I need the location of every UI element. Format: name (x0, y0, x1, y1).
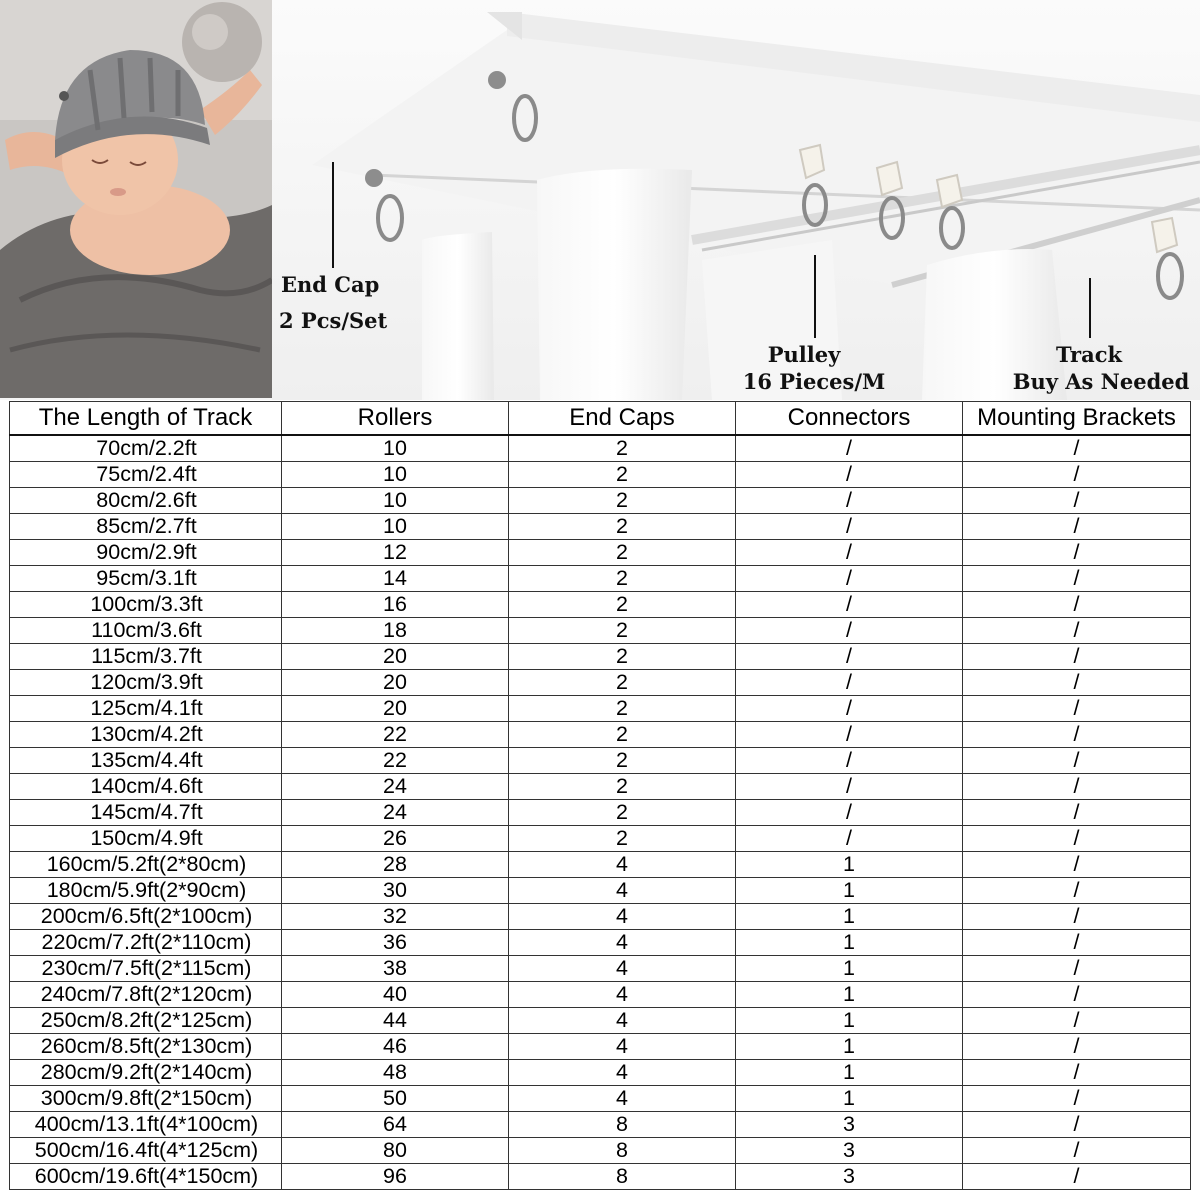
cell-mounting-brackets: / (963, 1112, 1191, 1138)
table-row (10, 488, 1191, 514)
cell-end-caps: 2 (509, 566, 736, 592)
cell-rollers: 96 (282, 1164, 509, 1190)
cell-mounting-brackets: / (963, 982, 1191, 1008)
table-row (10, 852, 1191, 878)
table-row (10, 540, 1191, 566)
cell-end-caps: 4 (509, 1034, 736, 1060)
cell-mounting-brackets: / (963, 514, 1191, 540)
table-row (10, 800, 1191, 826)
cell-connectors: / (736, 592, 963, 618)
cell-rollers: 22 (282, 722, 509, 748)
cell-track-length: 140cm/4.6ft (10, 774, 282, 800)
cell-mounting-brackets: / (963, 696, 1191, 722)
cell-connectors: 1 (736, 1008, 963, 1034)
header-rollers: Rollers (282, 402, 509, 436)
table-row (10, 722, 1191, 748)
cell-track-length: 95cm/3.1ft (10, 566, 282, 592)
table-row (10, 592, 1191, 618)
cell-rollers: 30 (282, 878, 509, 904)
cell-mounting-brackets: / (963, 722, 1191, 748)
cell-track-length: 150cm/4.9ft (10, 826, 282, 852)
cell-rollers: 28 (282, 852, 509, 878)
cell-mounting-brackets: / (963, 800, 1191, 826)
table-row (10, 1086, 1191, 1112)
cell-track-length: 180cm/5.9ft(2*90cm) (10, 878, 282, 904)
table-row (10, 826, 1191, 852)
cell-mounting-brackets: / (963, 435, 1191, 462)
table-row (10, 748, 1191, 774)
cell-rollers: 20 (282, 644, 509, 670)
cell-rollers: 20 (282, 696, 509, 722)
cell-end-caps: 4 (509, 852, 736, 878)
cell-track-length: 600cm/19.6ft(4*150cm) (10, 1164, 282, 1190)
cell-rollers: 38 (282, 956, 509, 982)
cell-rollers: 40 (282, 982, 509, 1008)
table-row (10, 514, 1191, 540)
cell-rollers: 24 (282, 800, 509, 826)
cell-connectors: 1 (736, 1034, 963, 1060)
cell-end-caps: 8 (509, 1112, 736, 1138)
cell-end-caps: 4 (509, 930, 736, 956)
table-row (10, 566, 1191, 592)
cell-end-caps: 2 (509, 748, 736, 774)
cell-rollers: 10 (282, 488, 509, 514)
cell-connectors: 1 (736, 1060, 963, 1086)
cell-mounting-brackets: / (963, 670, 1191, 696)
cell-connectors: / (736, 696, 963, 722)
cell-track-length: 500cm/16.4ft(4*125cm) (10, 1138, 282, 1164)
cell-end-caps: 2 (509, 644, 736, 670)
cell-end-caps: 8 (509, 1164, 736, 1190)
table-row (10, 982, 1191, 1008)
table-row (10, 930, 1191, 956)
cell-rollers: 16 (282, 592, 509, 618)
cell-mounting-brackets: / (963, 540, 1191, 566)
cell-track-length: 160cm/5.2ft(2*80cm) (10, 852, 282, 878)
cell-connectors: 3 (736, 1112, 963, 1138)
cell-mounting-brackets: / (963, 748, 1191, 774)
cell-mounting-brackets: / (963, 1034, 1191, 1060)
cell-end-caps: 2 (509, 540, 736, 566)
cell-connectors: 1 (736, 956, 963, 982)
table-row (10, 1138, 1191, 1164)
cell-track-length: 115cm/3.7ft (10, 644, 282, 670)
cell-connectors: / (736, 566, 963, 592)
header-connectors: Connectors (736, 402, 963, 436)
track-label: Track (1055, 342, 1123, 367)
cell-connectors: 1 (736, 904, 963, 930)
table-row (10, 1034, 1191, 1060)
cell-mounting-brackets: / (963, 774, 1191, 800)
cell-end-caps: 2 (509, 592, 736, 618)
cell-end-caps: 2 (509, 462, 736, 488)
cell-connectors: / (736, 435, 963, 462)
table-body (10, 435, 1191, 1190)
cell-connectors: / (736, 774, 963, 800)
cell-rollers: 12 (282, 540, 509, 566)
cell-connectors: / (736, 618, 963, 644)
cell-track-length: 125cm/4.1ft (10, 696, 282, 722)
cell-connectors: / (736, 462, 963, 488)
cell-mounting-brackets: / (963, 956, 1191, 982)
cell-mounting-brackets: / (963, 1164, 1191, 1190)
cell-connectors: / (736, 488, 963, 514)
track-note: Buy As Needed (1012, 369, 1190, 394)
pulley-label: Pulley (767, 342, 841, 367)
header-track-length: The Length of Track (10, 402, 282, 436)
end-cap-label: End Cap (281, 272, 380, 297)
curtain-track-photo (272, 0, 1200, 400)
cell-track-length: 230cm/7.5ft(2*115cm) (10, 956, 282, 982)
table-row (10, 1112, 1191, 1138)
cell-rollers: 20 (282, 670, 509, 696)
cell-rollers: 50 (282, 1086, 509, 1112)
table-row (10, 1008, 1191, 1034)
cell-end-caps: 4 (509, 904, 736, 930)
cell-connectors: 1 (736, 930, 963, 956)
table-row (10, 878, 1191, 904)
cell-end-caps: 2 (509, 696, 736, 722)
cell-track-length: 70cm/2.2ft (10, 435, 282, 462)
cell-connectors: / (736, 644, 963, 670)
cell-track-length: 135cm/4.4ft (10, 748, 282, 774)
cell-mounting-brackets: / (963, 462, 1191, 488)
table-row (10, 904, 1191, 930)
cell-end-caps: 4 (509, 1086, 736, 1112)
cell-rollers: 10 (282, 514, 509, 540)
cell-connectors: / (736, 514, 963, 540)
table-row (10, 696, 1191, 722)
cell-track-length: 75cm/2.4ft (10, 462, 282, 488)
cell-connectors: / (736, 800, 963, 826)
cell-track-length: 260cm/8.5ft(2*130cm) (10, 1034, 282, 1060)
cell-connectors: 1 (736, 1086, 963, 1112)
cell-connectors: / (736, 540, 963, 566)
table-row (10, 644, 1191, 670)
cell-mounting-brackets: / (963, 644, 1191, 670)
cell-mounting-brackets: / (963, 852, 1191, 878)
cell-connectors: 1 (736, 878, 963, 904)
cell-mounting-brackets: / (963, 618, 1191, 644)
cell-track-length: 280cm/9.2ft(2*140cm) (10, 1060, 282, 1086)
cell-track-length: 110cm/3.6ft (10, 618, 282, 644)
cell-end-caps: 4 (509, 1060, 736, 1086)
cell-rollers: 24 (282, 774, 509, 800)
cell-connectors: / (736, 748, 963, 774)
cell-connectors: 3 (736, 1164, 963, 1190)
cell-rollers: 36 (282, 930, 509, 956)
cell-mounting-brackets: / (963, 878, 1191, 904)
cell-end-caps: 2 (509, 826, 736, 852)
table-row (10, 1060, 1191, 1086)
table-row (10, 462, 1191, 488)
pulley-quantity: 16 Pieces/M (742, 369, 886, 394)
table-row (10, 956, 1191, 982)
cell-track-length: 250cm/8.2ft(2*125cm) (10, 1008, 282, 1034)
cell-rollers: 64 (282, 1112, 509, 1138)
table-row (10, 670, 1191, 696)
header-mounting-brackets: Mounting Brackets (963, 402, 1191, 436)
cell-connectors: 1 (736, 982, 963, 1008)
cell-mounting-brackets: / (963, 930, 1191, 956)
cell-rollers: 10 (282, 462, 509, 488)
cell-rollers: 48 (282, 1060, 509, 1086)
cell-mounting-brackets: / (963, 1008, 1191, 1034)
cell-end-caps: 2 (509, 670, 736, 696)
cell-end-caps: 2 (509, 488, 736, 514)
cell-track-length: 200cm/6.5ft(2*100cm) (10, 904, 282, 930)
cell-rollers: 10 (282, 435, 509, 462)
cell-mounting-brackets: / (963, 566, 1191, 592)
cell-track-length: 220cm/7.2ft(2*110cm) (10, 930, 282, 956)
cell-end-caps: 2 (509, 774, 736, 800)
cell-rollers: 26 (282, 826, 509, 852)
cell-end-caps: 4 (509, 956, 736, 982)
cell-rollers: 80 (282, 1138, 509, 1164)
cell-rollers: 46 (282, 1034, 509, 1060)
cell-track-length: 85cm/2.7ft (10, 514, 282, 540)
cell-mounting-brackets: / (963, 904, 1191, 930)
cell-track-length: 240cm/7.8ft(2*120cm) (10, 982, 282, 1008)
cell-mounting-brackets: / (963, 592, 1191, 618)
cell-track-length: 145cm/4.7ft (10, 800, 282, 826)
table-row (10, 618, 1191, 644)
cell-rollers: 44 (282, 1008, 509, 1034)
cell-track-length: 400cm/13.1ft(4*100cm) (10, 1112, 282, 1138)
cell-connectors: / (736, 722, 963, 748)
baby-photo (0, 0, 272, 398)
cell-track-length: 80cm/2.6ft (10, 488, 282, 514)
cell-rollers: 32 (282, 904, 509, 930)
end-cap-quantity: 2 Pcs/Set (279, 308, 388, 333)
cell-end-caps: 2 (509, 435, 736, 462)
cell-connectors: / (736, 826, 963, 852)
cell-track-length: 90cm/2.9ft (10, 540, 282, 566)
cell-connectors: 1 (736, 852, 963, 878)
cell-mounting-brackets: / (963, 826, 1191, 852)
cell-track-length: 100cm/3.3ft (10, 592, 282, 618)
track-spec-table (9, 401, 1191, 1190)
cell-track-length: 130cm/4.2ft (10, 722, 282, 748)
cell-rollers: 22 (282, 748, 509, 774)
cell-end-caps: 4 (509, 1008, 736, 1034)
header-end-caps: End Caps (509, 402, 736, 436)
cell-track-length: 120cm/3.9ft (10, 670, 282, 696)
cell-mounting-brackets: / (963, 1086, 1191, 1112)
cell-end-caps: 8 (509, 1138, 736, 1164)
cell-mounting-brackets: / (963, 488, 1191, 514)
cell-track-length: 300cm/9.8ft(2*150cm) (10, 1086, 282, 1112)
cell-end-caps: 4 (509, 878, 736, 904)
cell-end-caps: 2 (509, 722, 736, 748)
cell-rollers: 18 (282, 618, 509, 644)
cell-mounting-brackets: / (963, 1138, 1191, 1164)
cell-connectors: / (736, 670, 963, 696)
table-row (10, 774, 1191, 800)
table-header-row (10, 402, 1191, 436)
cell-end-caps: 2 (509, 618, 736, 644)
cell-end-caps: 2 (509, 514, 736, 540)
cell-end-caps: 4 (509, 982, 736, 1008)
cell-mounting-brackets: / (963, 1060, 1191, 1086)
cell-connectors: 3 (736, 1138, 963, 1164)
cell-rollers: 14 (282, 566, 509, 592)
product-hero (0, 0, 1200, 400)
table-row (10, 1164, 1191, 1190)
cell-end-caps: 2 (509, 800, 736, 826)
table-row (10, 435, 1191, 462)
